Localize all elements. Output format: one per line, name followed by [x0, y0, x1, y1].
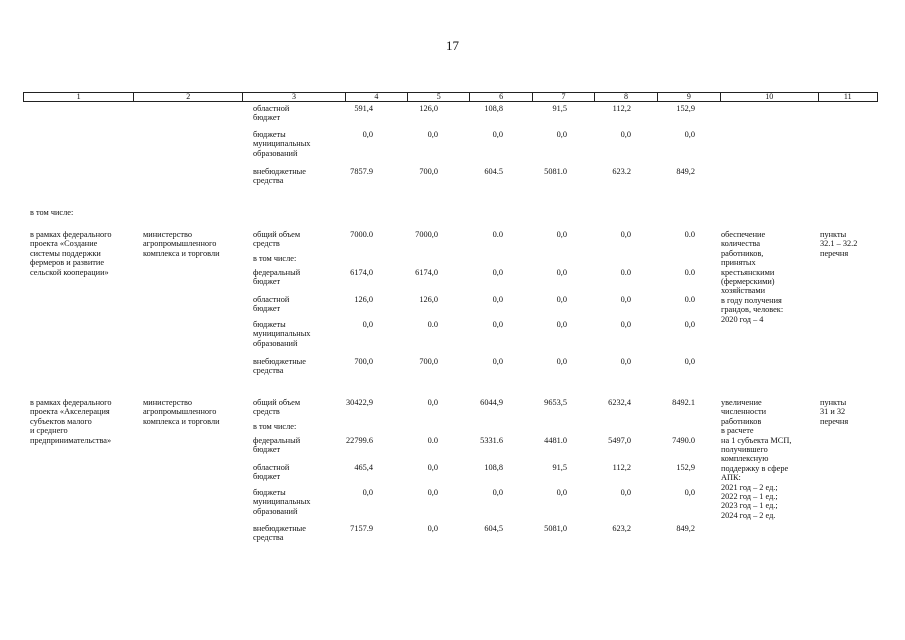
row-label: бюджеты муниципальных образований — [253, 488, 311, 516]
row-label: внебюджетные средства — [253, 524, 306, 543]
expected-result: обеспечение количества работников, принятых крестьянскими (фермерскими) хозяйствами в году получения грандов, человек: 2020 год – 4 — [721, 230, 784, 324]
header-col-3: 3 — [243, 93, 345, 101]
value-cell: 7000,0 — [415, 230, 438, 239]
value-cell: 5081.0 — [544, 167, 567, 176]
header-col-10: 10 — [721, 93, 818, 101]
value-cell: 0,0 — [556, 230, 567, 239]
value-cell: 849,2 — [676, 167, 695, 176]
value-cell: 0,0 — [556, 357, 567, 366]
list-points: пункты 32.1 – 32.2 перечня — [820, 230, 858, 258]
value-cell: 126,0 — [419, 104, 438, 113]
header-col-5: 5 — [408, 93, 470, 101]
value-cell: 0,0 — [556, 488, 567, 497]
value-cell: 0,0 — [556, 130, 567, 139]
value-cell: 0,0 — [684, 130, 695, 139]
value-cell: 112,2 — [612, 104, 631, 113]
value-cell: 6174,0 — [350, 268, 373, 277]
value-cell: 0,0 — [556, 295, 567, 304]
header-col-8: 8 — [595, 93, 657, 101]
value-cell: 849,2 — [676, 524, 695, 533]
row-label: общий объем средств — [253, 230, 301, 249]
value-cell: 0,0 — [427, 398, 438, 407]
value-cell: 604,5 — [484, 524, 503, 533]
value-cell: 0,0 — [427, 130, 438, 139]
value-cell: 5331.6 — [480, 436, 503, 445]
value-cell: 0.0 — [684, 268, 695, 277]
header-col-7: 7 — [533, 93, 595, 101]
page-number: 17 — [446, 38, 459, 53]
value-cell: 5081,0 — [544, 524, 567, 533]
row-label: бюджеты муниципальных образований — [253, 320, 311, 348]
row-label: областной бюджет — [253, 295, 290, 314]
value-cell: 0.0 — [684, 230, 695, 239]
header-col-9: 9 — [658, 93, 721, 101]
value-cell: 700,0 — [419, 167, 438, 176]
value-cell: 6232,4 — [608, 398, 631, 407]
value-cell: 0,0 — [684, 357, 695, 366]
value-cell: 126,0 — [354, 295, 373, 304]
row-label: федеральный бюджет — [253, 436, 301, 455]
executor: министерство агропромышленного комплекса и торговли — [143, 398, 220, 426]
value-cell: 126,0 — [419, 295, 438, 304]
value-cell: 604.5 — [484, 167, 503, 176]
value-cell: 4481.0 — [544, 436, 567, 445]
value-cell: 0,0 — [427, 488, 438, 497]
value-cell: 91,5 — [552, 463, 567, 472]
value-cell: 6044,9 — [480, 398, 503, 407]
header-col-2: 2 — [134, 93, 243, 101]
value-cell: 0,0 — [492, 488, 503, 497]
value-cell: 591,4 — [354, 104, 373, 113]
value-cell: 8492.1 — [672, 398, 695, 407]
value-cell: 0,0 — [362, 130, 373, 139]
value-cell: 108,8 — [484, 463, 503, 472]
value-cell: 5497,0 — [608, 436, 631, 445]
row-label: общий объем средств — [253, 398, 301, 417]
value-cell: 0,0 — [620, 295, 631, 304]
project-name: в рамках федерального проекта «Создание системы поддержки фермеров и развитие сельской кооперации» — [30, 230, 112, 277]
value-cell: 112,2 — [612, 463, 631, 472]
header-col-4: 4 — [346, 93, 408, 101]
header-col-1: 1 — [24, 93, 134, 101]
value-cell: 22799.6 — [346, 436, 373, 445]
value-cell: 0,0 — [620, 130, 631, 139]
table-header-row — [23, 92, 878, 102]
value-cell: 7157.9 — [350, 524, 373, 533]
value-cell: 465,4 — [354, 463, 373, 472]
value-cell: 0.0 — [684, 295, 695, 304]
value-cell: 6174,0 — [415, 268, 438, 277]
value-cell: 91,5 — [552, 104, 567, 113]
row-label: федеральный бюджет — [253, 268, 301, 287]
value-cell: 0,0 — [620, 488, 631, 497]
value-cell: 0,0 — [492, 268, 503, 277]
value-cell: 700,0 — [354, 357, 373, 366]
header-col-6: 6 — [470, 93, 532, 101]
header-col-11: 11 — [843, 92, 852, 101]
value-cell: 7857.9 — [350, 167, 373, 176]
list-points: пункты 31 и 32 перечня — [820, 398, 849, 426]
value-cell: 0,0 — [556, 268, 567, 277]
value-cell: 0.0 — [492, 230, 503, 239]
value-cell: 0.0 — [427, 436, 438, 445]
expected-result: увеличение численности работников в расчете на 1 субъекта МСП, получившего комплексную поддержку в сфере АПК: 2021 год – 2 ед.; 2022 год – 1 ед.; 2023 год – 1 ед.; 2024 год – 2 ед. — [721, 398, 792, 520]
value-cell: 0,0 — [427, 524, 438, 533]
value-cell: 0,0 — [684, 320, 695, 329]
value-cell: 152,9 — [676, 463, 695, 472]
value-cell: 0.0 — [427, 320, 438, 329]
project-name: в рамках федерального проекта «Акселерация субъектов малого и среднего предпринимательства» — [30, 398, 112, 445]
value-cell: 0,0 — [556, 320, 567, 329]
value-cell: 700,0 — [419, 357, 438, 366]
value-cell: 0,0 — [620, 230, 631, 239]
value-cell: 0,0 — [427, 463, 438, 472]
value-cell: 9653,5 — [544, 398, 567, 407]
value-cell: 0,0 — [362, 320, 373, 329]
value-cell: 0,0 — [684, 488, 695, 497]
section-label: в том числе: — [30, 208, 74, 217]
value-cell: 0,0 — [492, 357, 503, 366]
row-label: внебюджетные средства — [253, 357, 306, 376]
value-cell: 0,0 — [492, 130, 503, 139]
row-label: областной бюджет — [253, 463, 290, 482]
value-cell: 0,0 — [620, 320, 631, 329]
value-cell: 0,0 — [362, 488, 373, 497]
row-label: в том числе: — [253, 422, 297, 431]
row-label: внебюджетные средства — [253, 167, 306, 186]
row-label: в том числе: — [253, 254, 297, 263]
value-cell: 623.2 — [612, 167, 631, 176]
executor: министерство агропромышленного комплекса и торговли — [143, 230, 220, 258]
value-cell: 152,9 — [676, 104, 695, 113]
value-cell: 108,8 — [484, 104, 503, 113]
value-cell: 623,2 — [612, 524, 631, 533]
value-cell: 0.0 — [620, 268, 631, 277]
value-cell: 0,0 — [492, 320, 503, 329]
value-cell: 7490.0 — [672, 436, 695, 445]
value-cell: 7000.0 — [350, 230, 373, 239]
value-cell: 0,0 — [492, 295, 503, 304]
row-label: бюджеты муниципальных образований — [253, 130, 311, 158]
value-cell: 30422,9 — [346, 398, 373, 407]
value-cell: 0,0 — [620, 357, 631, 366]
row-label: областной бюджет — [253, 104, 290, 123]
